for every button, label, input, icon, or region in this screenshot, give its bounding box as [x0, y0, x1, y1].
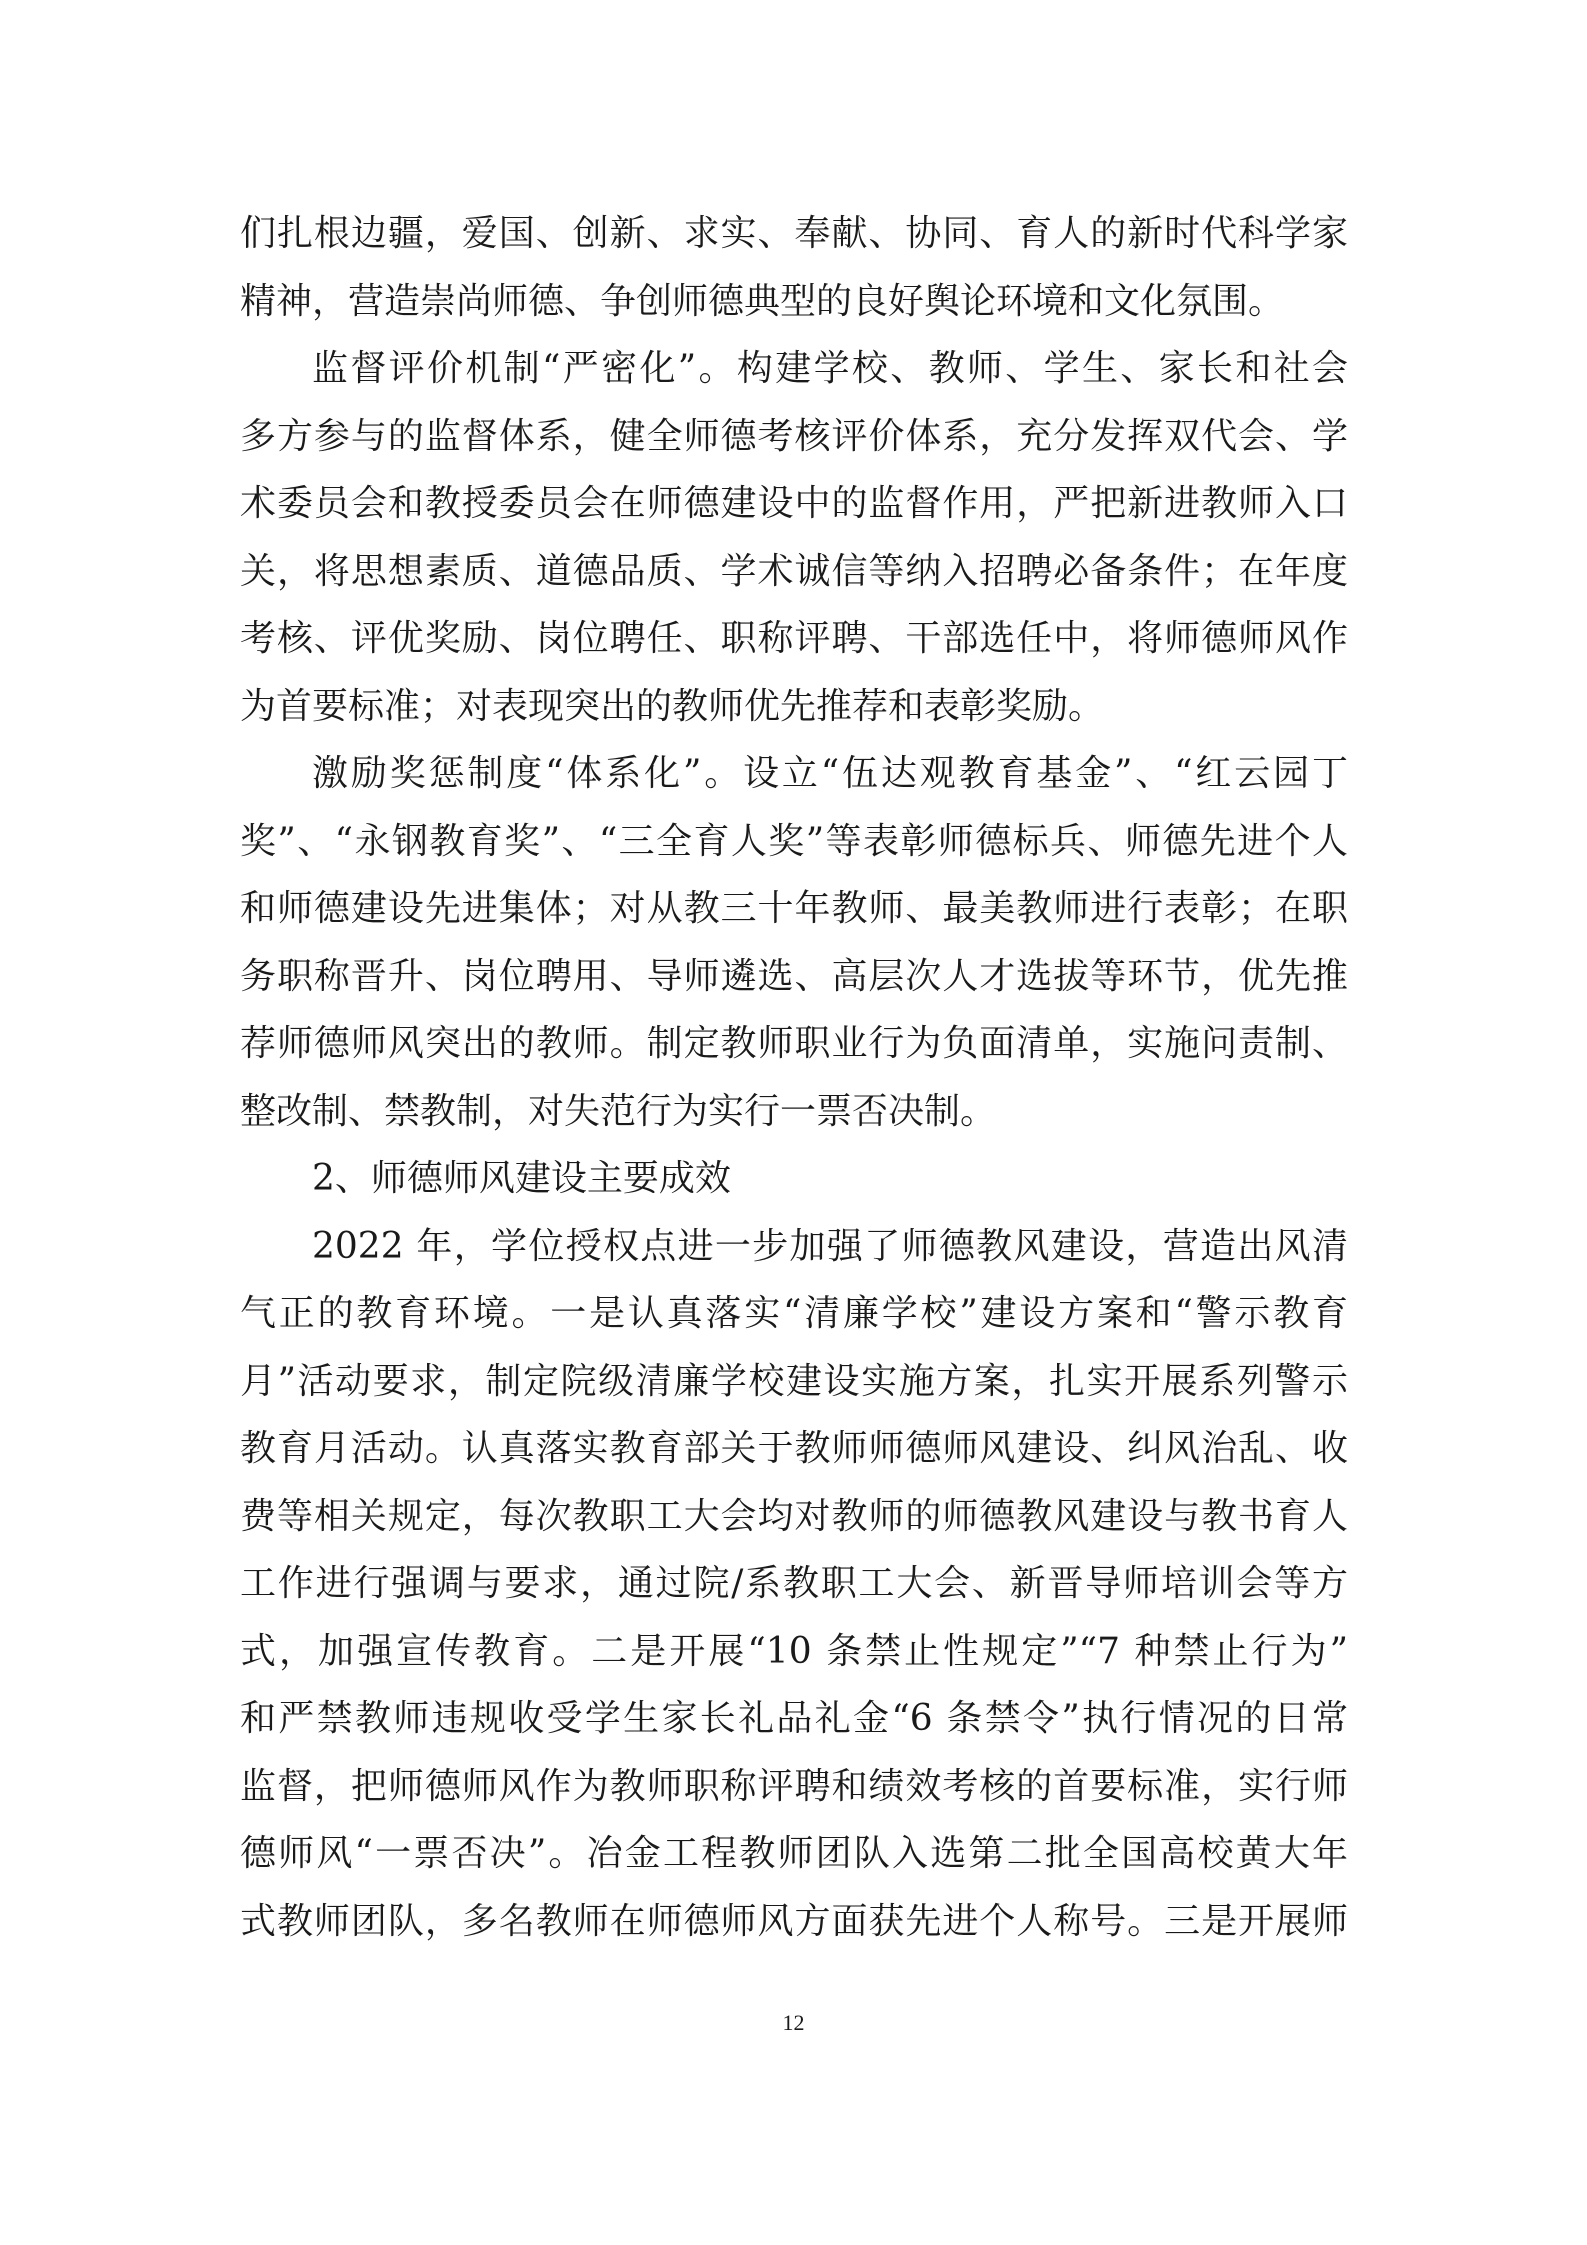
- text-line: 2022 年，学位授权点进一步加强了师德教风建设，营造出风清: [312, 1225, 1348, 1267]
- page-number: 12: [782, 2010, 805, 2035]
- text-line: 费等相关规定，每次教职工大会均对教师的师德教风建设与教书育人: [240, 1495, 1348, 1537]
- text-line: 和严禁教师违规收受学生家长礼品礼金“6 条禁令”执行情况的日常: [240, 1698, 1348, 1739]
- text-line: 关，将思想素质、道德品质、学术诚信等纳入招聘必备条件；在年度: [240, 550, 1348, 592]
- text-line: 2、师德师风建设主要成效: [312, 1158, 731, 1199]
- text-line: 工作进行强调与要求，通过院/系教职工大会、新晋导师培训会等方: [240, 1563, 1348, 1604]
- text-line: 式，加强宣传教育。二是开展“10 条禁止性规定”“7 种禁止行为”: [240, 1630, 1348, 1672]
- text-line: 术委员会和教授委员会在师德建设中的监督作用，严把新进教师入口: [240, 483, 1348, 524]
- text-line: 精神，营造崇尚师德、争创师德典型的良好舆论环境和文化氛围。: [240, 280, 1285, 322]
- text-line: 教育月活动。认真落实教育部关于教师师德师风建设、纠风治乱、收: [240, 1428, 1348, 1469]
- text-line: 为首要标准；对表现突出的教师优先推荐和表彰奖励。: [240, 685, 1105, 727]
- text-line: 激励奖惩制度“体系化”。设立“伍达观教育基金”、“红云园丁: [312, 753, 1348, 794]
- text-line: 气正的教育环境。一是认真落实“清廉学校”建设方案和“警示教育: [240, 1293, 1348, 1334]
- text-line: 荐师德师风突出的教师。制定教师职业行为负面清单，实施问责制、: [240, 1023, 1348, 1064]
- text-line: 奖”、“永钢教育奖”、“三全育人奖”等表彰师德标兵、师德先进个人: [240, 820, 1348, 862]
- text-line: 们扎根边疆，爱国、创新、求实、奉献、协同、育人的新时代科学家: [240, 213, 1348, 254]
- text-line: 和师德建设先进集体；对从教三十年教师、最美教师进行表彰；在职: [240, 888, 1348, 929]
- text-line: 整改制、禁教制，对失范行为实行一票否决制。: [240, 1090, 997, 1132]
- text-line: 监督，把师德师风作为教师职称评聘和绩效考核的首要标准，实行师: [240, 1765, 1348, 1807]
- text-line: 监督评价机制“严密化”。构建学校、教师、学生、家长和社会: [312, 348, 1348, 389]
- text-line: 考核、评优奖励、岗位聘任、职称评聘、干部选任中，将师德师风作: [240, 618, 1348, 659]
- text-line: 式教师团队，多名教师在师德师风方面获先进个人称号。三是开展师: [240, 1900, 1348, 1942]
- body-text: [240, 200, 1348, 1955]
- text-line: 务职称晋升、岗位聘用、导师遴选、高层次人才选拔等环节，优先推: [240, 955, 1348, 997]
- text-line: 德师风“一票否决”。冶金工程教师团队入选第二批全国高校黄大年: [240, 1833, 1348, 1874]
- text-line: 月”活动要求，制定院级清廉学校建设实施方案，扎实开展系列警示: [240, 1360, 1348, 1402]
- text-line: 多方参与的监督体系，健全师德考核评价体系，充分发挥双代会、学: [240, 415, 1348, 457]
